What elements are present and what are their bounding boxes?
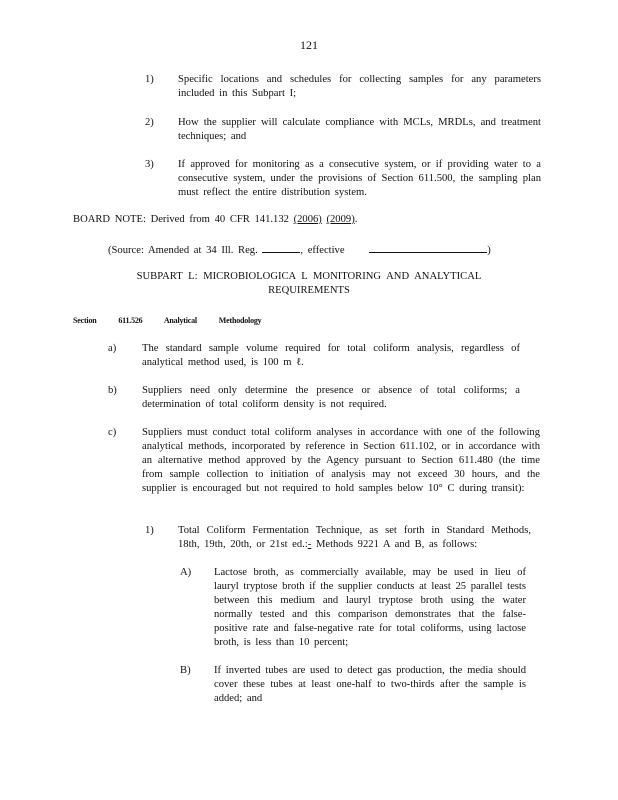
register-blank [262, 242, 300, 253]
sub-item-text: Total Coliform Fermentation Technique, as set forth in Standard Methods, 18th, 19th, 20th, or 21st ed.: [178, 525, 531, 550]
deleted-dash: - [307, 539, 312, 550]
list-item [108, 426, 540, 496]
section-heading [73, 316, 281, 325]
list-marker: c) [108, 427, 117, 438]
list-text: If approved for monitoring as a consecutive system, or if providing water to a consecutive system, under the provisions of Section 611.500, the sampling plan must reflect the entire distribution system. [178, 159, 541, 198]
list-marker: A) [180, 567, 192, 578]
board-note-inserted-year: (2009) [326, 214, 355, 225]
subpart-title: SUBPART L: MICROBIOLOGICA L MONITORING AND ANALYTICAL [136, 271, 482, 282]
effective-date-blank [369, 242, 487, 253]
list-text: Suppliers must conduct total coliform analyses in accordance with one of the following analytical methods, incorporated by reference in Section 611.102, or in accordance with an alternative method approved by the Agency pursuant to Section 611.480 (the time from sample collection to initiation of analysis may not exceed 30 hours, and the supplier is encouraged but not required to hold samples below 10° C during transit): [142, 427, 540, 494]
list-marker: 1) [145, 74, 154, 85]
list-marker: 3) [145, 159, 154, 170]
source-effective: , effective [300, 245, 345, 256]
list-item [145, 158, 541, 200]
source-close: ) [487, 245, 491, 256]
list-text: How the supplier will calculate compliance with MCLs, MRDLs, and treatment techniques; and [178, 117, 541, 142]
board-note-deleted-year: (2006) [293, 214, 322, 225]
section-label: Section [73, 316, 97, 325]
section-number: 611.526 [118, 316, 143, 325]
board-note [73, 213, 357, 227]
list-text: If inverted tubes are used to detect gas production, the media should cover these tubes at least one-half to two-thirds after the sample is added; and [214, 665, 526, 704]
list-item [108, 384, 520, 412]
board-note-text: BOARD NOTE: Derived from 40 CFR 141.132 [73, 214, 289, 225]
source-prefix: (Source: Amended at 34 Ill. Reg. [108, 245, 258, 256]
page-number: 121 [300, 38, 318, 52]
list-text: Lactose broth, as commercially available, may be used in lieu of lauryl tryptose broth if the supplier conducts at least 25 parallel tests between this medium and lauryl tryptose broth using the water normally tested and this comparison demonstrates that the false-positive rate and false-negative rate for total coliforms, using lactose broth, is less than 10 percent; [214, 567, 526, 648]
list-text: Suppliers need only determine the presence or absence of total coliforms; a determination of total coliform density is not required. [142, 385, 520, 410]
section-title-word: Analytical [163, 316, 197, 325]
list-text: The standard sample volume required for total coliform analysis, regardless of analytical method used, is 100 m ℓ. [142, 343, 520, 368]
list-marker: 2) [145, 117, 154, 128]
list-item [145, 73, 541, 101]
list-item [180, 566, 526, 650]
subpart-title-continued: REQUIREMENTS [268, 285, 350, 296]
board-note-period: . [354, 214, 358, 225]
list-marker: b) [108, 385, 117, 396]
list-marker: B) [180, 665, 191, 676]
sub-item-text-continued: Methods 9221 A and B, as follows: [311, 539, 478, 550]
section-title-word: Methodology [218, 316, 262, 325]
source-note [108, 242, 491, 258]
list-text: Specific locations and schedules for collecting samples for any parameters included in this Subpart I; [178, 74, 541, 99]
list-marker: 1) [145, 525, 154, 536]
list-text [178, 524, 531, 552]
list-item [145, 116, 541, 144]
list-item [180, 664, 526, 706]
list-item [108, 342, 520, 370]
list-marker: a) [108, 343, 117, 354]
list-item [145, 524, 531, 552]
